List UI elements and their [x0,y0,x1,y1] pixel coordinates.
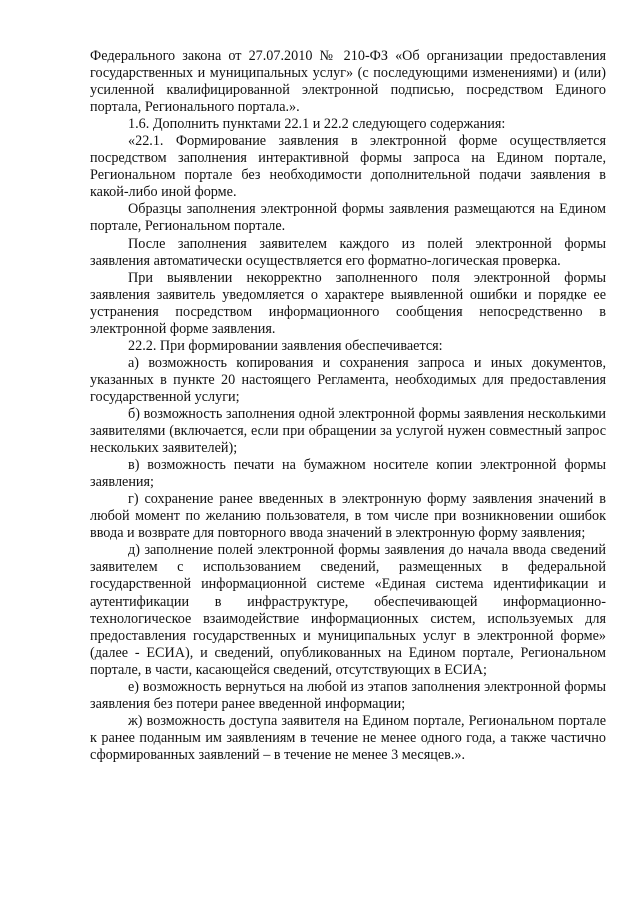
list-item-a: а) возможность копирования и сохранения запроса и иных документов, указанных в пункте 20 настоящего Регламента, необходимых для предоставления государственной услуги; [90,354,606,405]
list-item-g: г) сохранение ранее введенных в электронную форму заявления значений в любой момент по желанию пользователя, в том числе при возникновении ошибок ввода и возврате для повторного ввода значений в электронную форму заявления; [90,491,606,542]
list-item-b: б) возможность заполнения одной электронной формы заявления несколькими заявителями (включается, если при обращении за услугой нужен совместный запрос нескольких заявителей); [90,405,606,457]
document-page [90,48,606,764]
paragraph-format-check: После заполнения заявителем каждого из полей электронной формы заявления автоматически осуществляется его форматно-логическая проверка. [90,235,606,269]
paragraph-samples: Образцы заполнения электронной формы заявления размещаются на Едином портале, Региональном портале. [90,201,606,235]
paragraph-law-reference: Федерального закона от 27.07.2010 № 210-ФЗ «Об организации предоставления государственных и муниципальных услуг» (с последующими изменениями) и (или) усиленной квалифицированной электронной подписью, посредством Единого портала, Регионального портала.». [90,48,606,116]
list-item-e: е) возможность вернуться на любой из этапов заполнения электронной формы заявления без потери ранее введенной информации; [90,678,606,712]
paragraph-error-notice: При выявлении некорректно заполненного поля электронной формы заявления заявитель уведомляется о характере выявленной ошибки и порядке ее устранения посредством информационного сообщения непосредственно в электронной форме заявления. [90,269,606,337]
paragraph-22-2: 22.2. При формировании заявления обеспечивается: [128,337,443,354]
list-item-v: в) возможность печати на бумажном носителе копии электронной формы заявления; [90,457,606,491]
list-item-zh: ж) возможность доступа заявителя на Едином портале, Региональном портале к ранее поданным им заявлениям в течение не менее одного года, а также частично сформированных заявлений – в течение не менее 3 месяцев.». [90,712,606,763]
list-item-d: д) заполнение полей электронной формы заявления до начала ввода сведений заявителем с использованием сведений, размещенных в федеральной государственной информационной системе «Единая система идентификации и аутентификации в инфраструктуре, обеспечивающей информационно-технологическое взаимодействие информационных систем, используемых для предоставления государственных и муниципальных услуг в электронной форме» (далее - ЕСИА), и сведений, опубликованных на Едином портале, Региональном портале, в части, касающейся сведений, отсутствующих в ЕСИА; [90,542,606,678]
paragraph-1-6: 1.6. Дополнить пунктами 22.1 и 22.2 следующего содержания: [128,116,506,133]
paragraph-22-1: «22.1. Формирование заявления в электронной форме осуществляется посредством заполнения интерактивной формы запроса на Едином портале, Региональном портале без необходимости дополнительной подачи заявления в какой-либо иной форме. [90,133,606,201]
